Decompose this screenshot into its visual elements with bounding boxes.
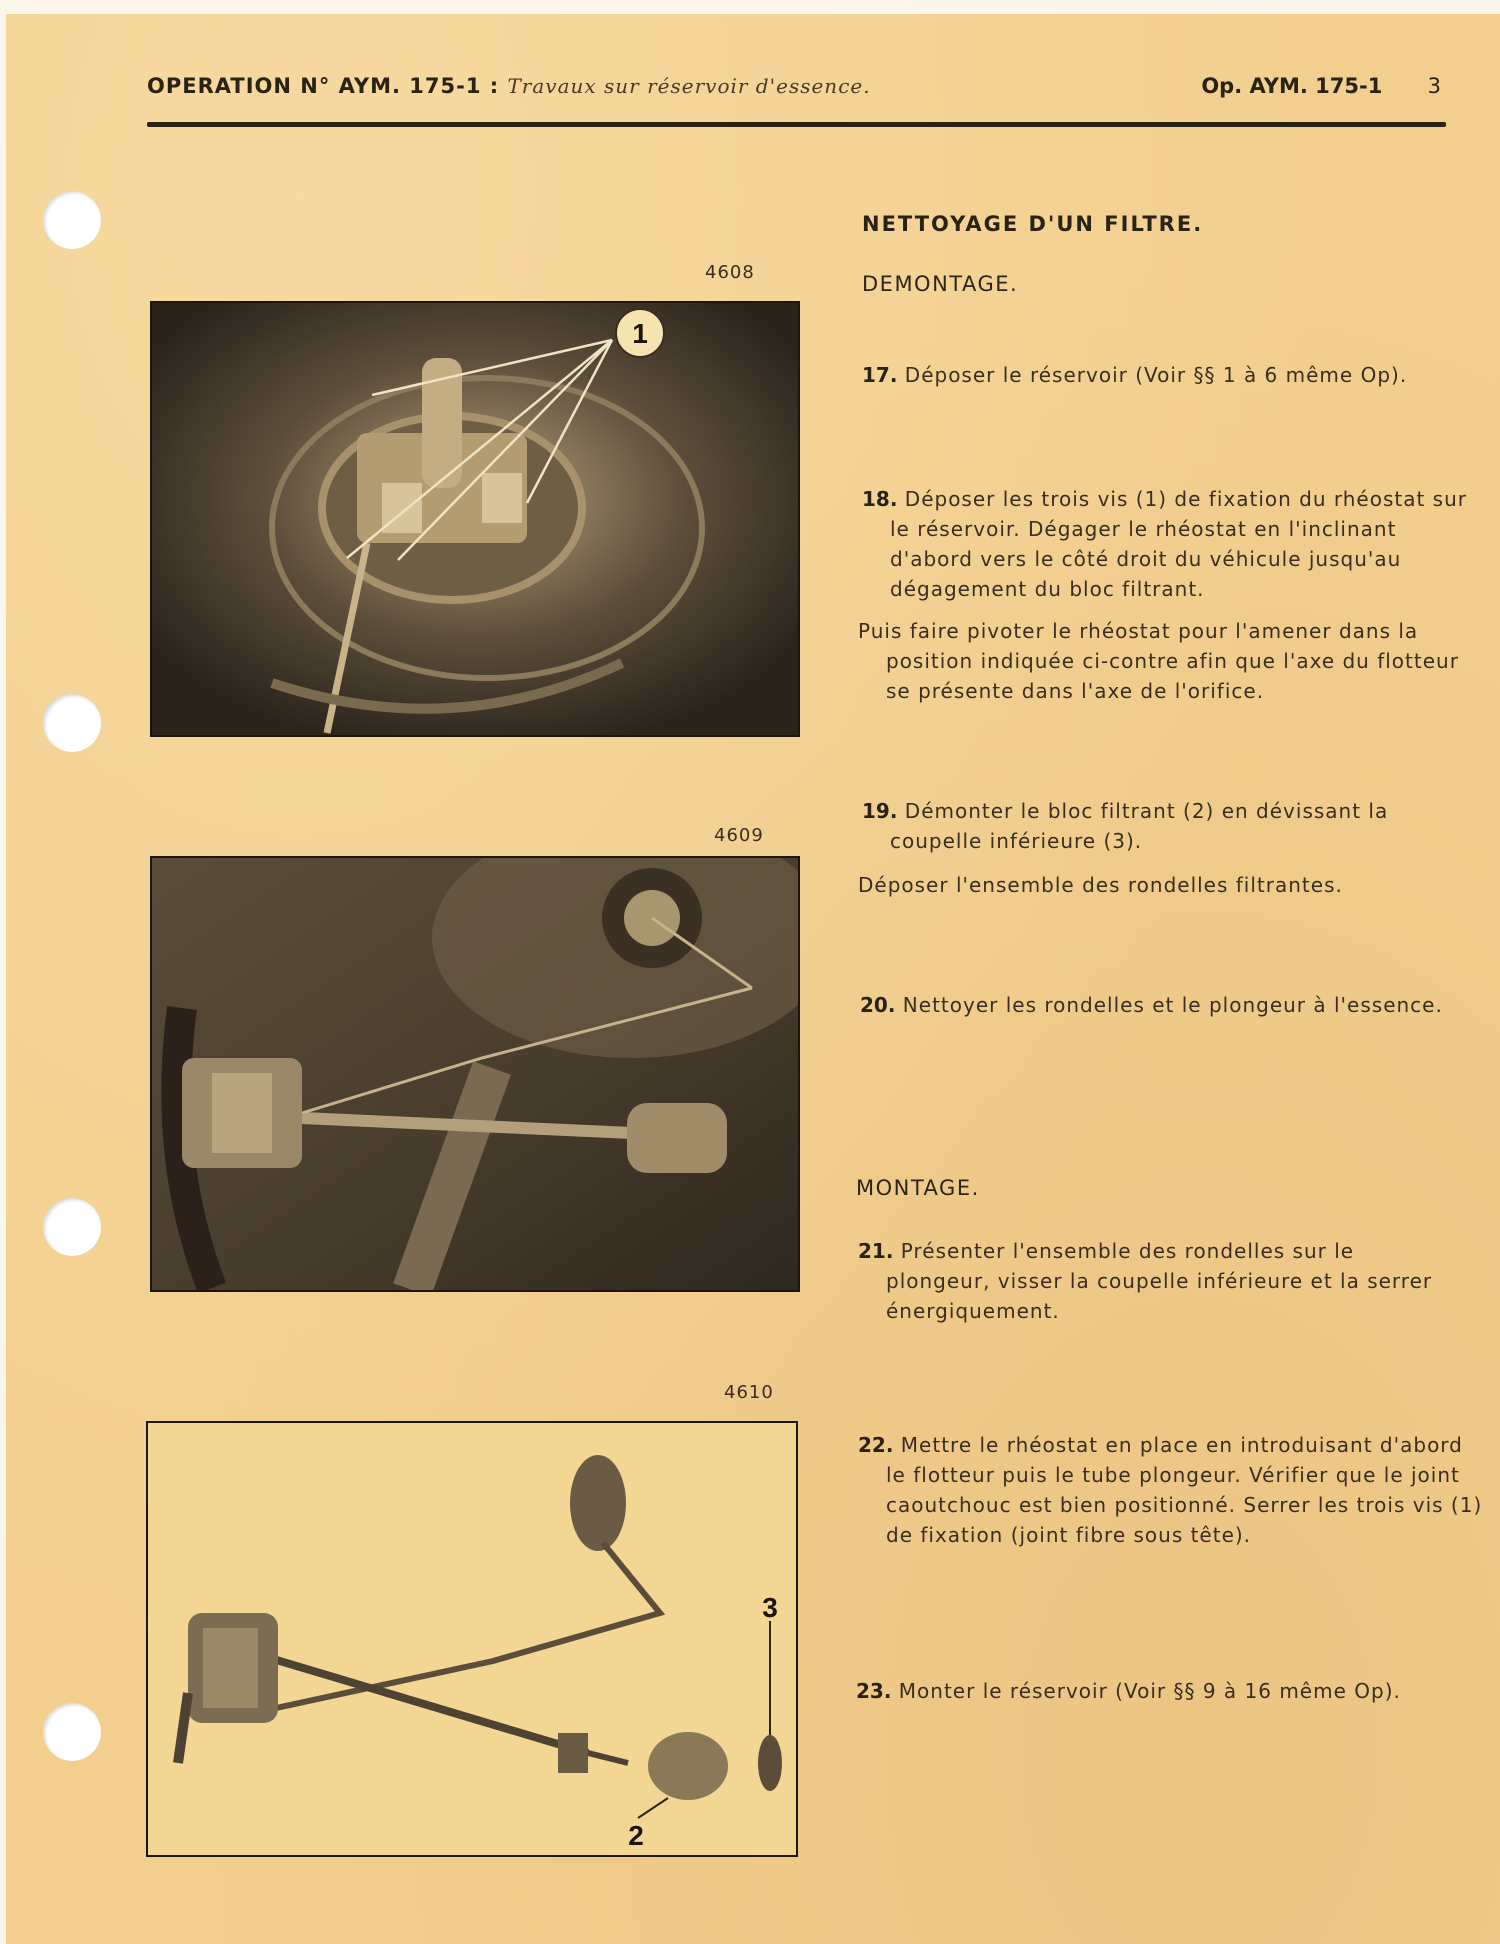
operation-subtitle: Travaux sur réservoir d'essence. xyxy=(507,74,871,98)
op-reference: Op. AYM. 175-1 xyxy=(1201,74,1383,98)
photo-4608-rheostat-screws xyxy=(150,301,800,737)
photo-4610-exploded-view xyxy=(146,1421,798,1857)
header-ref xyxy=(1201,74,1441,98)
montage-title: MONTAGE. xyxy=(856,1176,980,1200)
punch-hole xyxy=(43,694,101,752)
step-21 xyxy=(858,1236,1446,1326)
photo-4609-image xyxy=(152,858,798,1290)
header-operation xyxy=(147,74,871,98)
step-22 xyxy=(858,1430,1486,1550)
step-18 xyxy=(862,484,1470,604)
header-rule xyxy=(147,122,1446,127)
punch-hole xyxy=(43,1198,101,1256)
callout-2: 2 xyxy=(628,1820,644,1851)
step-19-continued: Déposer l'ensemble des rondelles filtrantes. xyxy=(858,873,1343,897)
photo-4610-image xyxy=(148,1423,796,1855)
step-text: Nettoyer les rondelles et le plongeur à l'essence. xyxy=(902,993,1443,1017)
figure-number-4610: 4610 xyxy=(724,1382,774,1403)
figure-number-4608: 4608 xyxy=(705,262,755,283)
punch-hole xyxy=(43,191,101,249)
step-number: 21. xyxy=(858,1239,894,1263)
callout-3: 3 xyxy=(762,1592,778,1623)
step-number: 18. xyxy=(862,487,898,511)
step-18-continued: Puis faire pivoter le rhéostat pour l'amener dans la position indiquée ci-contre afin que l'axe du flotteur se présente dans l'axe de l'orifice. xyxy=(858,619,1459,703)
step-23 xyxy=(856,1676,1474,1706)
step-text: Présenter l'ensemble des rondelles sur le plongeur, visser la coupelle inférieure et la serrer énergiquement. xyxy=(886,1239,1433,1323)
page-number: 3 xyxy=(1427,74,1441,98)
photo-4609-float-unit xyxy=(150,856,800,1292)
step-number: 22. xyxy=(858,1433,894,1457)
operation-number: OPERATION N° AYM. 175-1 : xyxy=(147,74,500,98)
step-text: Déposer le réservoir (Voir §§ 1 à 6 même Op). xyxy=(904,363,1408,387)
step-number: 17. xyxy=(862,363,898,387)
callout-1: 1 xyxy=(632,318,648,349)
punch-hole xyxy=(43,1703,101,1761)
scan-edge-top xyxy=(0,0,1500,14)
step-number: 23. xyxy=(856,1679,892,1703)
step-text: Démonter le bloc filtrant (2) en dévissant la coupelle inférieure (3). xyxy=(890,799,1389,853)
scan-edge-left xyxy=(0,0,6,1944)
step-number: 19. xyxy=(862,799,898,823)
demontage-title: DEMONTAGE. xyxy=(862,272,1019,296)
step-number: 20. xyxy=(860,993,896,1017)
photo-4608-image xyxy=(152,303,798,735)
step-text: Monter le réservoir (Voir §§ 9 à 16 même Op). xyxy=(898,1679,1401,1703)
figure-number-4609: 4609 xyxy=(714,825,764,846)
step-17 xyxy=(862,360,1450,390)
step-19 xyxy=(862,796,1480,856)
step-20 xyxy=(860,990,1468,1020)
step-text: Déposer les trois vis (1) de fixation du rhéostat sur le réservoir. Dégager le rhéostat en l'inclinant d'abord vers le côté droit du véhicule jusqu'au dégagement du bloc filtrant. xyxy=(890,487,1467,601)
section-title: NETTOYAGE D'UN FILTRE. xyxy=(862,212,1204,236)
step-text: Mettre le rhéostat en place en introduisant d'abord le flotteur puis le tube plongeur. Vérifier que le joint caoutchouc est bien positionné. Serrer les trois vis (1) de fixation (joint fibre sous tête). xyxy=(886,1433,1483,1547)
